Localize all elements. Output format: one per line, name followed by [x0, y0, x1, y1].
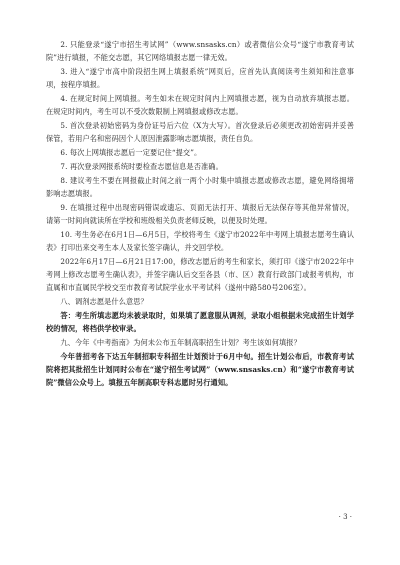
paragraph: 9. 在填报过程中出现密码错误或遗忘、页面无法打开、填报后无法保存等其他异常情况，请第一时间向就读所在学校和班级相关负责老师反映，以便及时处理。	[46, 203, 354, 225]
section-heading: 今年普招考各下达五年制招职专科招生计划预计于6月中旬。招生计划公布后，市教育考试院将把其批招生计划同时公布在“遂宁招生考试网”（www.snsasks.cn）和“遂宁市教育考试院”微信公众号上。填报五年制高职专科志愿时另行通知。	[46, 352, 354, 387]
paragraph: 8. 建议考生不要在网报截止时间之前一两个小时集中填报志愿或修改志愿，避免网络拥堵影响志愿填报。	[46, 176, 354, 198]
document-body	[46, 38, 354, 389]
paragraph: 3. 进入“遂宁市高中阶段招生网上填报系统”网页后，应首先认真阅读考生须知和注意事项，按程序填报。	[46, 67, 354, 89]
section-heading: 答：考生所填志愿均未被录取时，如果填了愿意服从调剂，录取小组根据未完成招生计划学校的情况，将档供学校审录。	[46, 311, 354, 333]
paragraph: 八、调剂志愿是什么意思？	[60, 297, 148, 306]
paragraph: 2022年6月17日—6月21日17:00，修改志愿后的考生和家长，须打印《遂宁市2022年中考网上修改志愿考生确认表》，并签字确认后交至各县（市、区）教育行政部门或报考机构，市直属和市直属民学校交至市教育考试院学业水平考试科（遂州中路580号206室）。	[46, 257, 354, 292]
paragraph: 7. 再次登录网报系统时要检查志愿信息是否准确。	[60, 162, 223, 171]
paragraph: 4. 在规定时间上网填报。考生如未在规定时间内上网填报志愿，视为自动放弃填报志愿。在规定时间内，考生可以不受次数限制上网填报或修改志愿。	[46, 94, 354, 116]
paragraph: 6. 每次上网填报志愿后一定要记住“提交”。	[60, 148, 202, 157]
paragraph: 九、今年《中考指南》为何未公布五年制高职招生计划？考生该如何填报？	[60, 338, 301, 347]
page-number: · 3 ·	[338, 513, 352, 521]
paragraph: 2. 只能登录“遂宁市招生考试网”（www.snsasks.cn）或者微信公众号“遂宁市教育考试院”进行填报，不能交志愿，其它网络填报志愿一律无效。	[46, 40, 354, 62]
paragraph: 10. 考生务必在6月1日—6月5日，学校将考生《遂宁市2022年中考网上填报志愿考生确认表》打印出来交考生本人及家长签字确认，并交回学校。	[46, 230, 354, 252]
paragraph: 5. 首次登录初始密码为身份证号后六位（X为大写）。首次登录后必须更改初始密码并妥善保管，若用户名和密码因个人原因泄露影响志愿填报，责任自负。	[46, 121, 354, 143]
